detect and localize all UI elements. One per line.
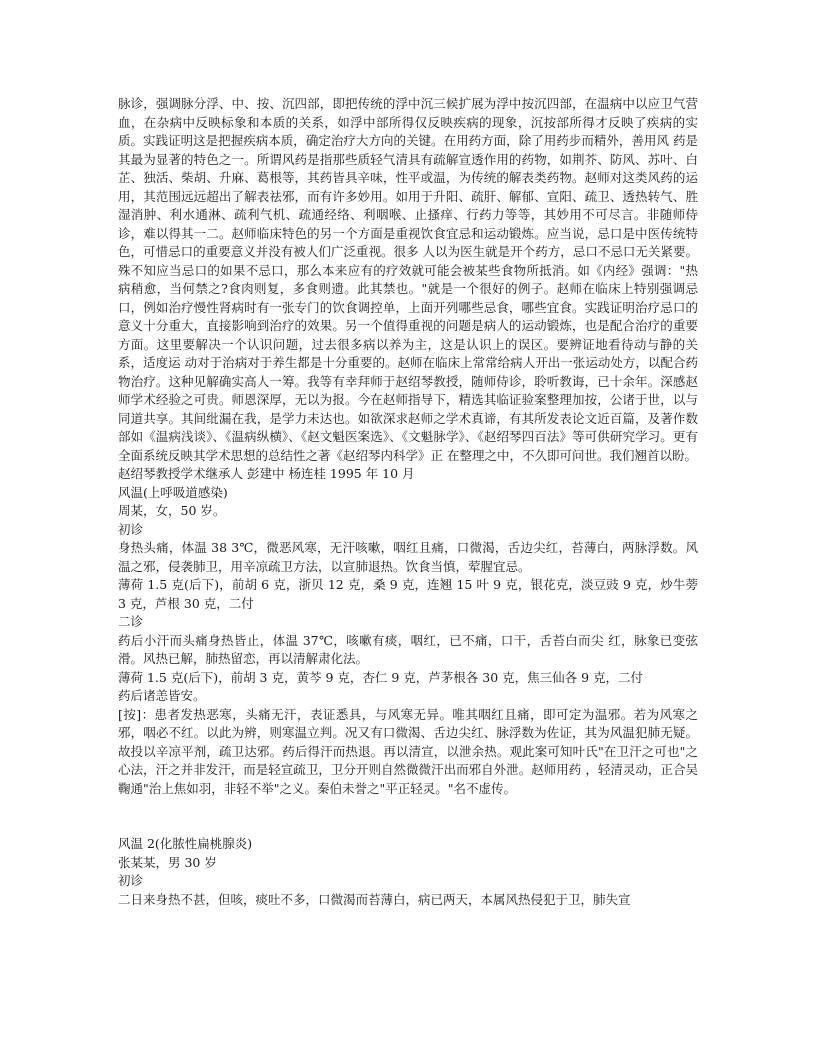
case2-title: 风温 2(化脓性扁桃腺炎) xyxy=(118,836,253,851)
signature-line: 赵绍琴教授学术继承人 彭建中 杨连桂 1995 年 10 月 xyxy=(118,466,415,481)
case1-commentary: [按]：患者发热恶寒，头痛无汗，表证悉具，与风寒无异。唯其咽红且痛，即可定为温邪。若为风寒之邪，咽必不红。以此为辨，则寒温立判。况又有口微渴、舌边尖红、脉浮数为佐证，其为风温犯肺无疑。故投以辛凉平剂，疏卫达邪。药后得汗而热退。再以清宣，以泄余热。观此案可知叶氏"在卫汗之可也"之心法，汗之并非发汗，而是轻宣疏卫，卫分开则自然微微汗出而邪自外泄。赵师用药 ，轻清灵动，正合吴鞠通"治上焦如羽，非轻不举"之义。秦伯未誉之"平正轻灵。"名不虚传。 xyxy=(118,706,698,796)
case1-title: 风温(上呼吸道感染) xyxy=(118,484,228,500)
case1-visit2-prescription: 薄荷 1.5 克(后下)，前胡 3 克，黄芩 9 克，杏仁 9 克，芦茅根各 30 克，焦三仙各 9 克，二付 xyxy=(118,669,644,685)
case1-visit2-text: 药后小汗而头痛身热皆止，体温 37℃，咳嗽有痰，咽红，已不痛，口干，舌苔白而尖 红，脉象已变弦滑。风热已解，肺热留恋，再以清解肃化法。 xyxy=(118,632,698,666)
case2-visit1-label: 初诊 xyxy=(118,873,144,888)
case1-visit1-prescription: 薄荷 1.5 克(后下)，前胡 6 克，浙贝 12 克，桑 9 克，连翘 15 叶 9 克，银花克，淡豆豉 9 克，炒牛蒡 3 克，芦根 30 克，二付 xyxy=(118,577,698,611)
case1-patient: 周某，女，50 岁。 xyxy=(118,503,226,518)
intro-paragraph: 脉诊，强调脉分浮、中、按、沉四部，即把传统的浮中沉三候扩展为浮中按沉四部，在温病中以应卫气营血，在杂病中反映标象和本质的关系，如浮中部所得仅反映疾病的现象，沉按部所得才反映了疾病的实质。实践证明这是把握疾病本质，确定治疗大方向的关键。在用药方面，除了用药步而精外，善用风 药是其最为显著的特色之一。所谓风药是指那些质轻气清具有疏解宣透作用的药物，如荆芥、防风、苏叶、白芷、独活、柴胡、升麻、葛根等，其药皆具辛味，性平或温，为传统的解表类药物。赵师对这类风药的运用，其范围远远超出了解表祛邪，而有许多妙用。如用于升阳、疏肝、解郁、宣阳、疏卫、透热转气、胜湿消肿、利水通淋、疏利气机、疏通经络、利咽喉、止搔痒、行药力等等，其妙用不可尽言。非随师侍诊，难以得其一二。赵师临床特色的另一个方面是重视饮食宜忌和运动锻炼。应当说，忌口是中医传统特色，可惜忌口的重要意义并没有被人们广泛重视。很多 人以为医生就是开个药方，忌口不忌口无关紧要。殊不知应当忌口的如果不忌口，那么本来应有的疗效就可能会被某些食物所抵消。如《内经》强调："热病稍愈，当何禁之?食肉则复，多食则遗。此其禁也。"就是一个很好的例子。赵师在临床上特别强调忌口，例如治疗慢性肾病时有一张专门的饮食调控单，上面开列哪些忌食，哪些宜食。实践证明治疗忌口的意义十分重大，直接影响到治疗的效果。另一个值得重视的问题是病人的运动锻炼，也是配合治疗的重要方面。这里要解决一个认识问题，过去很多病以养为主，这是认识上的误区。要辨证地看待动与静的关系，适度运 动对于治病对于养生都是十分重要的。赵师在临床上常常给病人开出一张运动处方，以配合药物治疗。这种见解确实高人一筹。我等有幸拜师于赵绍琴教授，随师侍诊，聆听教诲，已十余年。深感赵师学术经验之可贵。师恩深厚，无以为报。今在赵师指导下，精选其临证验案整理加按，公诸于世，以与同道共享。其间纰漏在我，是学力未达也。如欲深求赵师之学术真谛，有其所发表论文近百篇，及著作数部如《温病浅谈》、《温病纵横》、《赵文魁医案选》、《文魁脉学》、《赵绍琴四百法》等可供研究学习。更有全面系统反映其学术思想的总结性之著《赵绍琴内科学》正 在整理之中，不久即可问世。我们翘首以盼。 xyxy=(118,96,698,463)
case2-patient: 张某某，男 30 岁 xyxy=(118,854,217,870)
case1-visit1-text: 身热头痛，体温 38 3℃，微恶风寒，无汗咳嗽，咽红且痛，口微渴，舌边尖红，苔薄白，两脉浮数。风温之邪，侵袭肺卫，用辛凉疏卫方法，以宣肺退热。饮食当慎，荤腥宜忌。 xyxy=(118,540,698,574)
section-spacer xyxy=(118,798,698,835)
case1-visit1-label: 初诊 xyxy=(118,521,144,537)
case1-visit2-outcome: 药后诸恙皆安。 xyxy=(118,688,206,703)
case1-visit2-label: 二诊 xyxy=(118,614,144,629)
case2-visit1-text: 二日来身热不甚，但咳，痰吐不多，口微渴而苔薄白，病已两天，本属风热侵犯于卫，肺失宣 xyxy=(118,891,631,907)
document-page xyxy=(118,95,698,909)
